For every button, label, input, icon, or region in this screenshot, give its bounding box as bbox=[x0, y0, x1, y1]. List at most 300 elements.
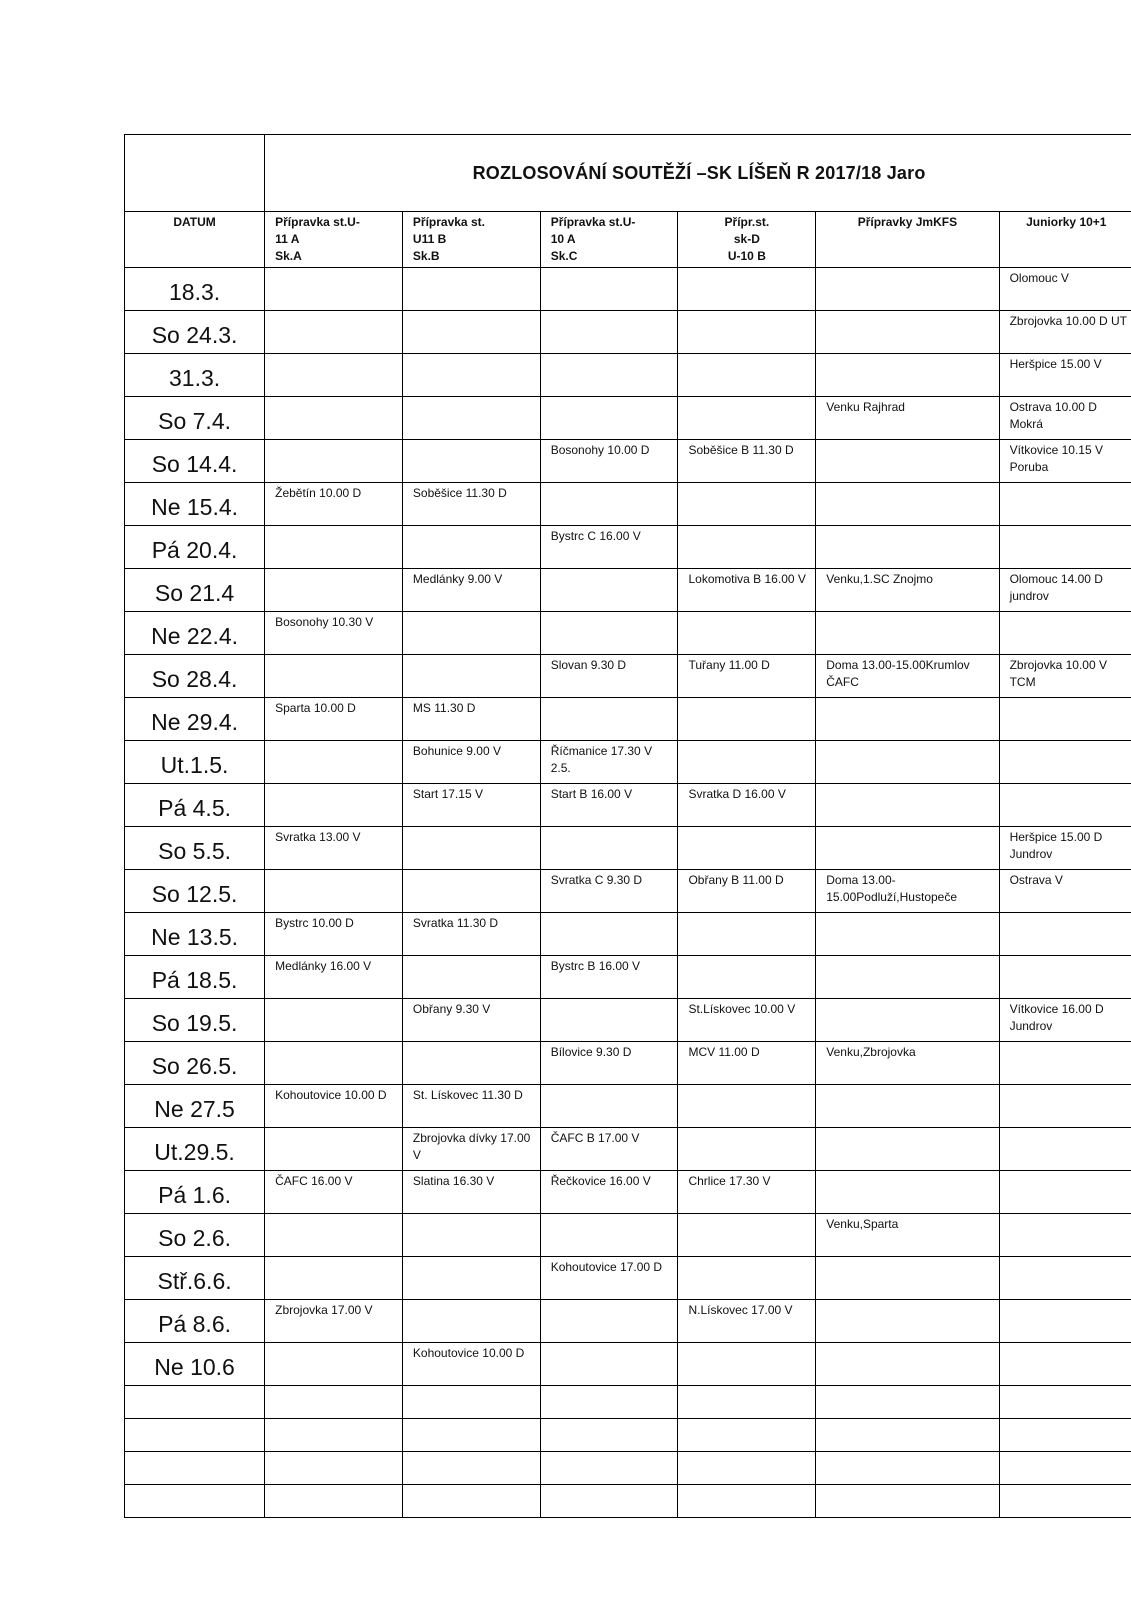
table-row bbox=[125, 1257, 1131, 1300]
table-cell bbox=[678, 655, 816, 698]
schedule-sheet bbox=[124, 134, 1131, 1518]
document-title: ROZLOSOVÁNÍ SOUTĚŽÍ –SK LÍŠEŇ R 2017/18 Jaro bbox=[265, 135, 1131, 212]
match-entry: Obřany B 11.00 D bbox=[688, 873, 784, 887]
match-entry bbox=[403, 397, 540, 399]
match-entry bbox=[816, 1257, 998, 1259]
match-entry: Olomouc V bbox=[1009, 271, 1069, 285]
empty-row bbox=[125, 1419, 1131, 1452]
match-entry bbox=[541, 1300, 678, 1302]
table-cell bbox=[402, 870, 540, 913]
match-entry: Říčmanice 17.30 V 2.5. bbox=[550, 744, 653, 775]
table-cell bbox=[999, 741, 1131, 784]
match-entry: Start 17.15 V bbox=[412, 787, 483, 801]
date-cell: Ne 10.6 bbox=[125, 1343, 265, 1386]
match-entry bbox=[541, 1214, 678, 1216]
table-cell bbox=[402, 956, 540, 999]
date-cell: Pá 1.6. bbox=[125, 1171, 265, 1214]
table-cell bbox=[678, 440, 816, 483]
empty-cell bbox=[816, 1452, 999, 1485]
empty-cell bbox=[540, 1386, 678, 1419]
column-header-u10b: Přípr.st. sk-D U-10 B bbox=[678, 212, 816, 268]
match-entry: Medlánky 9.00 V bbox=[412, 572, 503, 586]
table-row bbox=[125, 1171, 1131, 1214]
match-entry: Bílovice 9.30 D bbox=[550, 1045, 632, 1059]
empty-cell bbox=[678, 1452, 816, 1485]
table-cell bbox=[540, 397, 678, 440]
match-entry bbox=[678, 956, 815, 958]
match-entry bbox=[403, 1300, 540, 1302]
match-entry bbox=[816, 956, 998, 958]
table-cell bbox=[540, 440, 678, 483]
empty-cell bbox=[125, 1452, 265, 1485]
table-cell bbox=[678, 1085, 816, 1128]
match-entry bbox=[265, 655, 402, 657]
table-cell bbox=[678, 569, 816, 612]
match-entry: Bystrc C 16.00 V bbox=[550, 529, 641, 543]
table-cell bbox=[265, 1214, 403, 1257]
empty-cell bbox=[265, 1452, 403, 1485]
match-entry bbox=[816, 311, 998, 313]
table-cell bbox=[540, 698, 678, 741]
table-row bbox=[125, 1214, 1131, 1257]
match-entry: Heršpice 15.00 V bbox=[1009, 357, 1102, 371]
table-cell bbox=[265, 784, 403, 827]
date-cell: So 19.5. bbox=[125, 999, 265, 1042]
match-entry: Žebětín 10.00 D bbox=[275, 486, 362, 500]
empty-row bbox=[125, 1386, 1131, 1419]
table-cell bbox=[402, 1257, 540, 1300]
table-row bbox=[125, 483, 1131, 526]
match-entry bbox=[678, 397, 815, 399]
table-cell bbox=[999, 1042, 1131, 1085]
match-entry bbox=[265, 1042, 402, 1044]
empty-cell bbox=[678, 1386, 816, 1419]
column-header-juniorky: Juniorky 10+1 bbox=[999, 212, 1131, 268]
match-entry bbox=[678, 1128, 815, 1130]
table-cell bbox=[265, 1171, 403, 1214]
table-cell bbox=[540, 827, 678, 870]
match-entry: Ostrava V bbox=[1009, 873, 1063, 887]
match-entry bbox=[678, 526, 815, 528]
table-cell bbox=[402, 354, 540, 397]
table-row bbox=[125, 526, 1131, 569]
table-cell bbox=[540, 1171, 678, 1214]
date-cell: Pá 4.5. bbox=[125, 784, 265, 827]
match-entry bbox=[265, 741, 402, 743]
empty-cell bbox=[402, 1419, 540, 1452]
match-entry: Bosonohy 10.30 V bbox=[275, 615, 374, 629]
match-entry: Bosonohy 10.00 D bbox=[550, 443, 650, 457]
table-cell bbox=[678, 268, 816, 311]
empty-cell bbox=[816, 1485, 999, 1518]
table-cell bbox=[816, 1343, 999, 1386]
match-entry: Vítkovice 10.15 V Poruba bbox=[1009, 443, 1103, 474]
match-entry bbox=[265, 569, 402, 571]
date-cell: So 21.4 bbox=[125, 569, 265, 612]
table-cell bbox=[816, 784, 999, 827]
match-entry bbox=[678, 698, 815, 700]
match-entry bbox=[1000, 1257, 1131, 1259]
match-entry bbox=[816, 741, 998, 743]
match-entry: St.Lískovec 10.00 V bbox=[688, 1002, 796, 1016]
match-entry bbox=[1000, 1300, 1131, 1302]
match-entry: Venku Rajhrad bbox=[826, 400, 905, 414]
table-cell bbox=[540, 870, 678, 913]
table-cell bbox=[265, 698, 403, 741]
match-entry: Start B 16.00 V bbox=[550, 787, 633, 801]
match-entry: Venku,Zbrojovka bbox=[826, 1045, 916, 1059]
match-entry: Řečkovice 16.00 V bbox=[550, 1174, 651, 1188]
match-entry bbox=[403, 1042, 540, 1044]
date-cell: So 24.3. bbox=[125, 311, 265, 354]
match-entry: ČAFC B 17.00 V bbox=[550, 1131, 640, 1145]
table-row bbox=[125, 612, 1131, 655]
table-cell bbox=[540, 1343, 678, 1386]
table-cell bbox=[265, 268, 403, 311]
table-cell bbox=[540, 311, 678, 354]
table-cell bbox=[816, 1085, 999, 1128]
match-entry bbox=[678, 1343, 815, 1345]
table-cell bbox=[265, 870, 403, 913]
match-entry bbox=[265, 268, 402, 270]
match-entry: Soběšice B 11.30 D bbox=[688, 443, 794, 457]
match-entry: Slatina 16.30 V bbox=[412, 1174, 495, 1188]
table-cell bbox=[816, 526, 999, 569]
match-entry bbox=[265, 784, 402, 786]
match-entry bbox=[678, 827, 815, 829]
match-entry: Tuřany 11.00 D bbox=[688, 658, 770, 672]
match-entry: Olomouc 14.00 D jundrov bbox=[1009, 572, 1103, 603]
match-entry bbox=[816, 698, 998, 700]
table-cell bbox=[816, 1042, 999, 1085]
table-cell bbox=[999, 784, 1131, 827]
table-cell bbox=[816, 440, 999, 483]
table-row bbox=[125, 397, 1131, 440]
table-cell bbox=[402, 612, 540, 655]
table-row bbox=[125, 741, 1131, 784]
table-row bbox=[125, 440, 1131, 483]
table-cell bbox=[265, 354, 403, 397]
match-entry bbox=[265, 1257, 402, 1259]
table-cell bbox=[265, 612, 403, 655]
table-cell bbox=[540, 1257, 678, 1300]
column-header-datum: DATUM bbox=[125, 212, 265, 268]
table-row bbox=[125, 784, 1131, 827]
table-cell bbox=[999, 440, 1131, 483]
match-entry: Lokomotiva B 16.00 V bbox=[688, 572, 806, 586]
table-row bbox=[125, 913, 1131, 956]
table-cell bbox=[678, 397, 816, 440]
table-cell bbox=[816, 1171, 999, 1214]
match-entry bbox=[816, 354, 998, 356]
table-cell bbox=[265, 1042, 403, 1085]
table-cell bbox=[678, 1343, 816, 1386]
table-cell bbox=[816, 827, 999, 870]
match-entry bbox=[541, 698, 678, 700]
table-cell bbox=[678, 311, 816, 354]
table-row bbox=[125, 354, 1131, 397]
match-entry bbox=[816, 1085, 998, 1087]
table-cell bbox=[999, 956, 1131, 999]
table-cell bbox=[540, 483, 678, 526]
table-cell bbox=[540, 1042, 678, 1085]
table-row bbox=[125, 870, 1131, 913]
match-entry bbox=[816, 827, 998, 829]
table-cell bbox=[540, 1128, 678, 1171]
match-entry: Venku,1.SC Znojmo bbox=[826, 572, 933, 586]
table-cell bbox=[816, 999, 999, 1042]
table-cell bbox=[678, 1128, 816, 1171]
match-entry: Slovan 9.30 D bbox=[550, 658, 627, 672]
table-cell bbox=[816, 1300, 999, 1343]
match-entry: Sparta 10.00 D bbox=[275, 701, 356, 715]
match-entry: N.Lískovec 17.00 V bbox=[688, 1303, 793, 1317]
match-entry bbox=[1000, 741, 1131, 743]
match-entry: Svratka C 9.30 D bbox=[550, 873, 643, 887]
date-cell: Ne 13.5. bbox=[125, 913, 265, 956]
match-entry bbox=[816, 526, 998, 528]
match-entry bbox=[265, 440, 402, 442]
match-entry: Bystrc 10.00 D bbox=[275, 916, 354, 930]
match-entry bbox=[265, 1343, 402, 1345]
match-entry bbox=[678, 268, 815, 270]
match-entry bbox=[816, 999, 998, 1001]
table-cell bbox=[999, 1257, 1131, 1300]
date-cell: So 12.5. bbox=[125, 870, 265, 913]
match-entry bbox=[1000, 1085, 1131, 1087]
empty-cell bbox=[999, 1452, 1131, 1485]
match-entry: Doma 13.00-15.00Podluží,Hustopeče bbox=[826, 873, 958, 904]
table-cell bbox=[540, 956, 678, 999]
match-entry: Svratka 13.00 V bbox=[275, 830, 361, 844]
match-entry: Chrlice 17.30 V bbox=[688, 1174, 771, 1188]
match-entry: Svratka D 16.00 V bbox=[688, 787, 786, 801]
match-entry bbox=[541, 483, 678, 485]
match-entry: Bohunice 9.00 V bbox=[412, 744, 501, 758]
table-cell bbox=[265, 913, 403, 956]
table-cell bbox=[999, 354, 1131, 397]
empty-cell bbox=[999, 1485, 1131, 1518]
empty-cell bbox=[402, 1452, 540, 1485]
table-cell bbox=[999, 268, 1131, 311]
match-entry bbox=[403, 612, 540, 614]
table-cell bbox=[402, 569, 540, 612]
match-entry: Venku,Sparta bbox=[826, 1217, 899, 1231]
match-entry: Svratka 11.30 D bbox=[412, 916, 499, 930]
table-cell bbox=[265, 741, 403, 784]
empty-cell bbox=[678, 1485, 816, 1518]
table-cell bbox=[402, 655, 540, 698]
table-cell bbox=[816, 397, 999, 440]
table-cell bbox=[816, 569, 999, 612]
column-header-u11b: Přípravka st. U11 B Sk.B bbox=[402, 212, 540, 268]
table-row bbox=[125, 956, 1131, 999]
table-cell bbox=[999, 397, 1131, 440]
match-entry bbox=[541, 354, 678, 356]
match-entry bbox=[1000, 913, 1131, 915]
match-entry: Zbrojovka 10.00 V TCM bbox=[1009, 658, 1107, 689]
table-cell bbox=[540, 268, 678, 311]
table-cell bbox=[402, 397, 540, 440]
match-entry: Medlánky 16.00 V bbox=[275, 959, 372, 973]
match-entry: Doma 13.00-15.00Krumlov ČAFC bbox=[826, 658, 970, 689]
table-row bbox=[125, 268, 1131, 311]
table-cell bbox=[678, 1171, 816, 1214]
date-cell: Pá 8.6. bbox=[125, 1300, 265, 1343]
table-cell bbox=[265, 483, 403, 526]
table-cell bbox=[402, 741, 540, 784]
match-entry bbox=[541, 1085, 678, 1087]
table-cell bbox=[402, 999, 540, 1042]
table-cell bbox=[999, 698, 1131, 741]
table-cell bbox=[265, 655, 403, 698]
match-entry bbox=[265, 870, 402, 872]
table-cell bbox=[265, 440, 403, 483]
match-entry: MS 11.30 D bbox=[412, 701, 476, 715]
table-cell bbox=[816, 655, 999, 698]
match-entry bbox=[816, 483, 998, 485]
table-cell bbox=[540, 913, 678, 956]
match-entry bbox=[678, 311, 815, 313]
table-cell bbox=[678, 483, 816, 526]
table-cell bbox=[540, 999, 678, 1042]
table-row bbox=[125, 999, 1131, 1042]
match-entry: Obřany 9.30 V bbox=[412, 1002, 491, 1016]
match-entry bbox=[816, 440, 998, 442]
table-cell bbox=[999, 827, 1131, 870]
table-row bbox=[125, 311, 1131, 354]
match-entry bbox=[265, 1214, 402, 1216]
date-cell: So 5.5. bbox=[125, 827, 265, 870]
table-cell bbox=[402, 440, 540, 483]
table-cell bbox=[265, 956, 403, 999]
table-cell bbox=[999, 483, 1131, 526]
table-cell bbox=[678, 741, 816, 784]
table-cell bbox=[999, 526, 1131, 569]
empty-cell bbox=[540, 1452, 678, 1485]
match-entry bbox=[403, 827, 540, 829]
match-entry bbox=[265, 526, 402, 528]
table-cell bbox=[816, 1257, 999, 1300]
table-cell bbox=[678, 999, 816, 1042]
match-entry: Zbrojovka 17.00 V bbox=[275, 1303, 373, 1317]
header-row bbox=[125, 212, 1131, 268]
match-entry bbox=[1000, 1343, 1131, 1345]
match-entry: MCV 11.00 D bbox=[688, 1045, 760, 1059]
table-cell bbox=[265, 827, 403, 870]
match-entry bbox=[678, 741, 815, 743]
table-cell bbox=[816, 1128, 999, 1171]
match-entry bbox=[678, 612, 815, 614]
match-entry bbox=[1000, 483, 1131, 485]
date-cell: Ne 15.4. bbox=[125, 483, 265, 526]
empty-cell bbox=[402, 1386, 540, 1419]
table-row bbox=[125, 1343, 1131, 1386]
match-entry bbox=[541, 268, 678, 270]
empty-cell bbox=[125, 1386, 265, 1419]
match-entry: Ostrava 10.00 D Mokrá bbox=[1009, 400, 1097, 431]
table-cell bbox=[999, 1343, 1131, 1386]
table-cell bbox=[999, 655, 1131, 698]
match-entry bbox=[816, 612, 998, 614]
table-cell bbox=[402, 698, 540, 741]
table-cell bbox=[402, 1171, 540, 1214]
table-cell bbox=[265, 1300, 403, 1343]
table-cell bbox=[999, 1214, 1131, 1257]
table-cell bbox=[999, 999, 1131, 1042]
table-cell bbox=[402, 311, 540, 354]
table-cell bbox=[402, 526, 540, 569]
match-entry bbox=[1000, 1128, 1131, 1130]
match-entry bbox=[816, 784, 998, 786]
date-cell: Ne 22.4. bbox=[125, 612, 265, 655]
match-entry bbox=[403, 440, 540, 442]
column-header-jmkfs: Přípravky JmKFS bbox=[816, 212, 999, 268]
table-cell bbox=[678, 698, 816, 741]
empty-cell bbox=[678, 1419, 816, 1452]
match-entry bbox=[816, 913, 998, 915]
table-cell bbox=[402, 827, 540, 870]
match-entry bbox=[541, 569, 678, 571]
table-cell bbox=[540, 526, 678, 569]
match-entry bbox=[1000, 956, 1131, 958]
table-cell bbox=[678, 612, 816, 655]
empty-cell bbox=[265, 1485, 403, 1518]
table-cell bbox=[540, 655, 678, 698]
match-entry: Bystrc B 16.00 V bbox=[550, 959, 641, 973]
empty-cell bbox=[265, 1419, 403, 1452]
table-row bbox=[125, 1300, 1131, 1343]
match-entry bbox=[403, 526, 540, 528]
match-entry: Heršpice 15.00 D Jundrov bbox=[1009, 830, 1103, 861]
match-entry bbox=[403, 655, 540, 657]
table-row bbox=[125, 1128, 1131, 1171]
table-cell bbox=[999, 1128, 1131, 1171]
match-entry bbox=[1000, 1171, 1131, 1173]
table-cell bbox=[678, 354, 816, 397]
match-entry bbox=[678, 1214, 815, 1216]
empty-cell bbox=[125, 1485, 265, 1518]
match-entry bbox=[816, 1300, 998, 1302]
table-cell bbox=[265, 999, 403, 1042]
table-cell bbox=[265, 1343, 403, 1386]
table-cell bbox=[540, 784, 678, 827]
date-cell: Pá 18.5. bbox=[125, 956, 265, 999]
match-entry bbox=[816, 1343, 998, 1345]
table-cell bbox=[678, 526, 816, 569]
match-entry bbox=[265, 397, 402, 399]
table-cell bbox=[265, 569, 403, 612]
table-cell bbox=[678, 1042, 816, 1085]
match-entry: Soběšice 11.30 D bbox=[412, 486, 507, 500]
table-cell bbox=[999, 870, 1131, 913]
date-cell: So 14.4. bbox=[125, 440, 265, 483]
empty-row bbox=[125, 1485, 1131, 1518]
table-cell bbox=[678, 1214, 816, 1257]
table-cell bbox=[678, 784, 816, 827]
table-cell bbox=[540, 1085, 678, 1128]
table-cell bbox=[402, 1343, 540, 1386]
table-cell bbox=[402, 268, 540, 311]
match-entry: ČAFC 16.00 V bbox=[275, 1174, 353, 1188]
table-row bbox=[125, 1042, 1131, 1085]
table-row bbox=[125, 569, 1131, 612]
match-entry bbox=[541, 612, 678, 614]
table-cell bbox=[816, 913, 999, 956]
table-cell bbox=[999, 569, 1131, 612]
table-cell bbox=[678, 870, 816, 913]
table-cell bbox=[402, 1214, 540, 1257]
